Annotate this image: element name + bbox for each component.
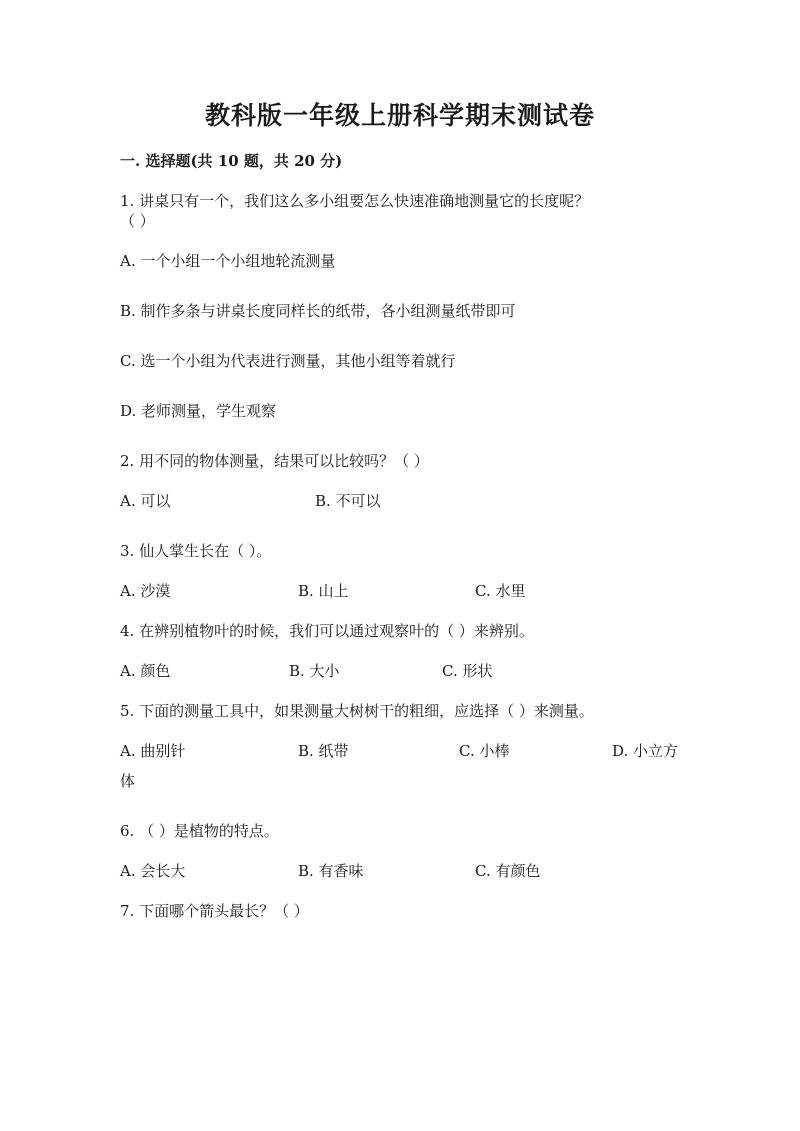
- question-4-option-a: A. 颜色: [120, 662, 171, 680]
- question-7-text: 7. 下面哪个箭头最长？（ ）: [120, 902, 309, 920]
- question-2-option-a: A. 可以: [120, 492, 171, 510]
- question-1-text: 1. 讲桌只有一个，我们这么多小组要怎么快速准确地测量它的长度呢？: [120, 192, 590, 210]
- question-5-option-a: A. 曲别针: [120, 742, 186, 760]
- question-4-text: 4. 在辨别植物叶的时候，我们可以通过观察叶的（ ）来辨别。: [120, 622, 534, 640]
- question-6-option-a: A. 会长大: [120, 862, 186, 880]
- question-4-option-b: B. 大小: [289, 662, 340, 680]
- page-title: 教科版一年级上册科学期末测试卷: [204, 101, 595, 130]
- question-2-text: 2. 用不同的物体测量，结果可以比较吗？（ ）: [120, 452, 429, 470]
- question-1-option-a: A. 一个小组一个小组地轮流测量: [120, 252, 336, 270]
- question-5-option-c: C. 小棒: [459, 742, 510, 760]
- question-6-option-b: B. 有香味: [298, 862, 364, 880]
- question-6-text: 6. （ ）是植物的特点。: [120, 822, 279, 840]
- question-5-option-d: D. 小立方: [612, 742, 679, 760]
- question-6-option-c: C. 有颜色: [475, 862, 541, 880]
- question-4-option-c: C. 形状: [442, 662, 493, 680]
- question-1-answer-blank: （ ）: [120, 212, 155, 230]
- section-heading: 一. 选择题(共 10 题，共 20 分): [120, 152, 343, 170]
- question-1-option-b: B. 制作多条与讲桌长度同样长的纸带，各小组测量纸带即可: [120, 302, 516, 320]
- question-3-option-b: B. 山上: [298, 582, 349, 600]
- question-3-option-c: C. 水里: [475, 582, 526, 600]
- question-1-option-d: D. 老师测量，学生观察: [120, 402, 277, 420]
- question-2-option-b: B. 不可以: [315, 492, 381, 510]
- question-5-option-b: B. 纸带: [298, 742, 349, 760]
- question-5-text: 5. 下面的测量工具中，如果测量大树树干的粗细，应选择（ ）来测量。: [120, 702, 594, 720]
- question-5-option-d-continuation: 体: [120, 772, 136, 790]
- question-3-option-a: A. 沙漠: [120, 582, 171, 600]
- question-1-option-c: C. 选一个小组为代表进行测量，其他小组等着就行: [120, 352, 456, 370]
- question-3-text: 3. 仙人掌生长在（ ）。: [120, 542, 272, 560]
